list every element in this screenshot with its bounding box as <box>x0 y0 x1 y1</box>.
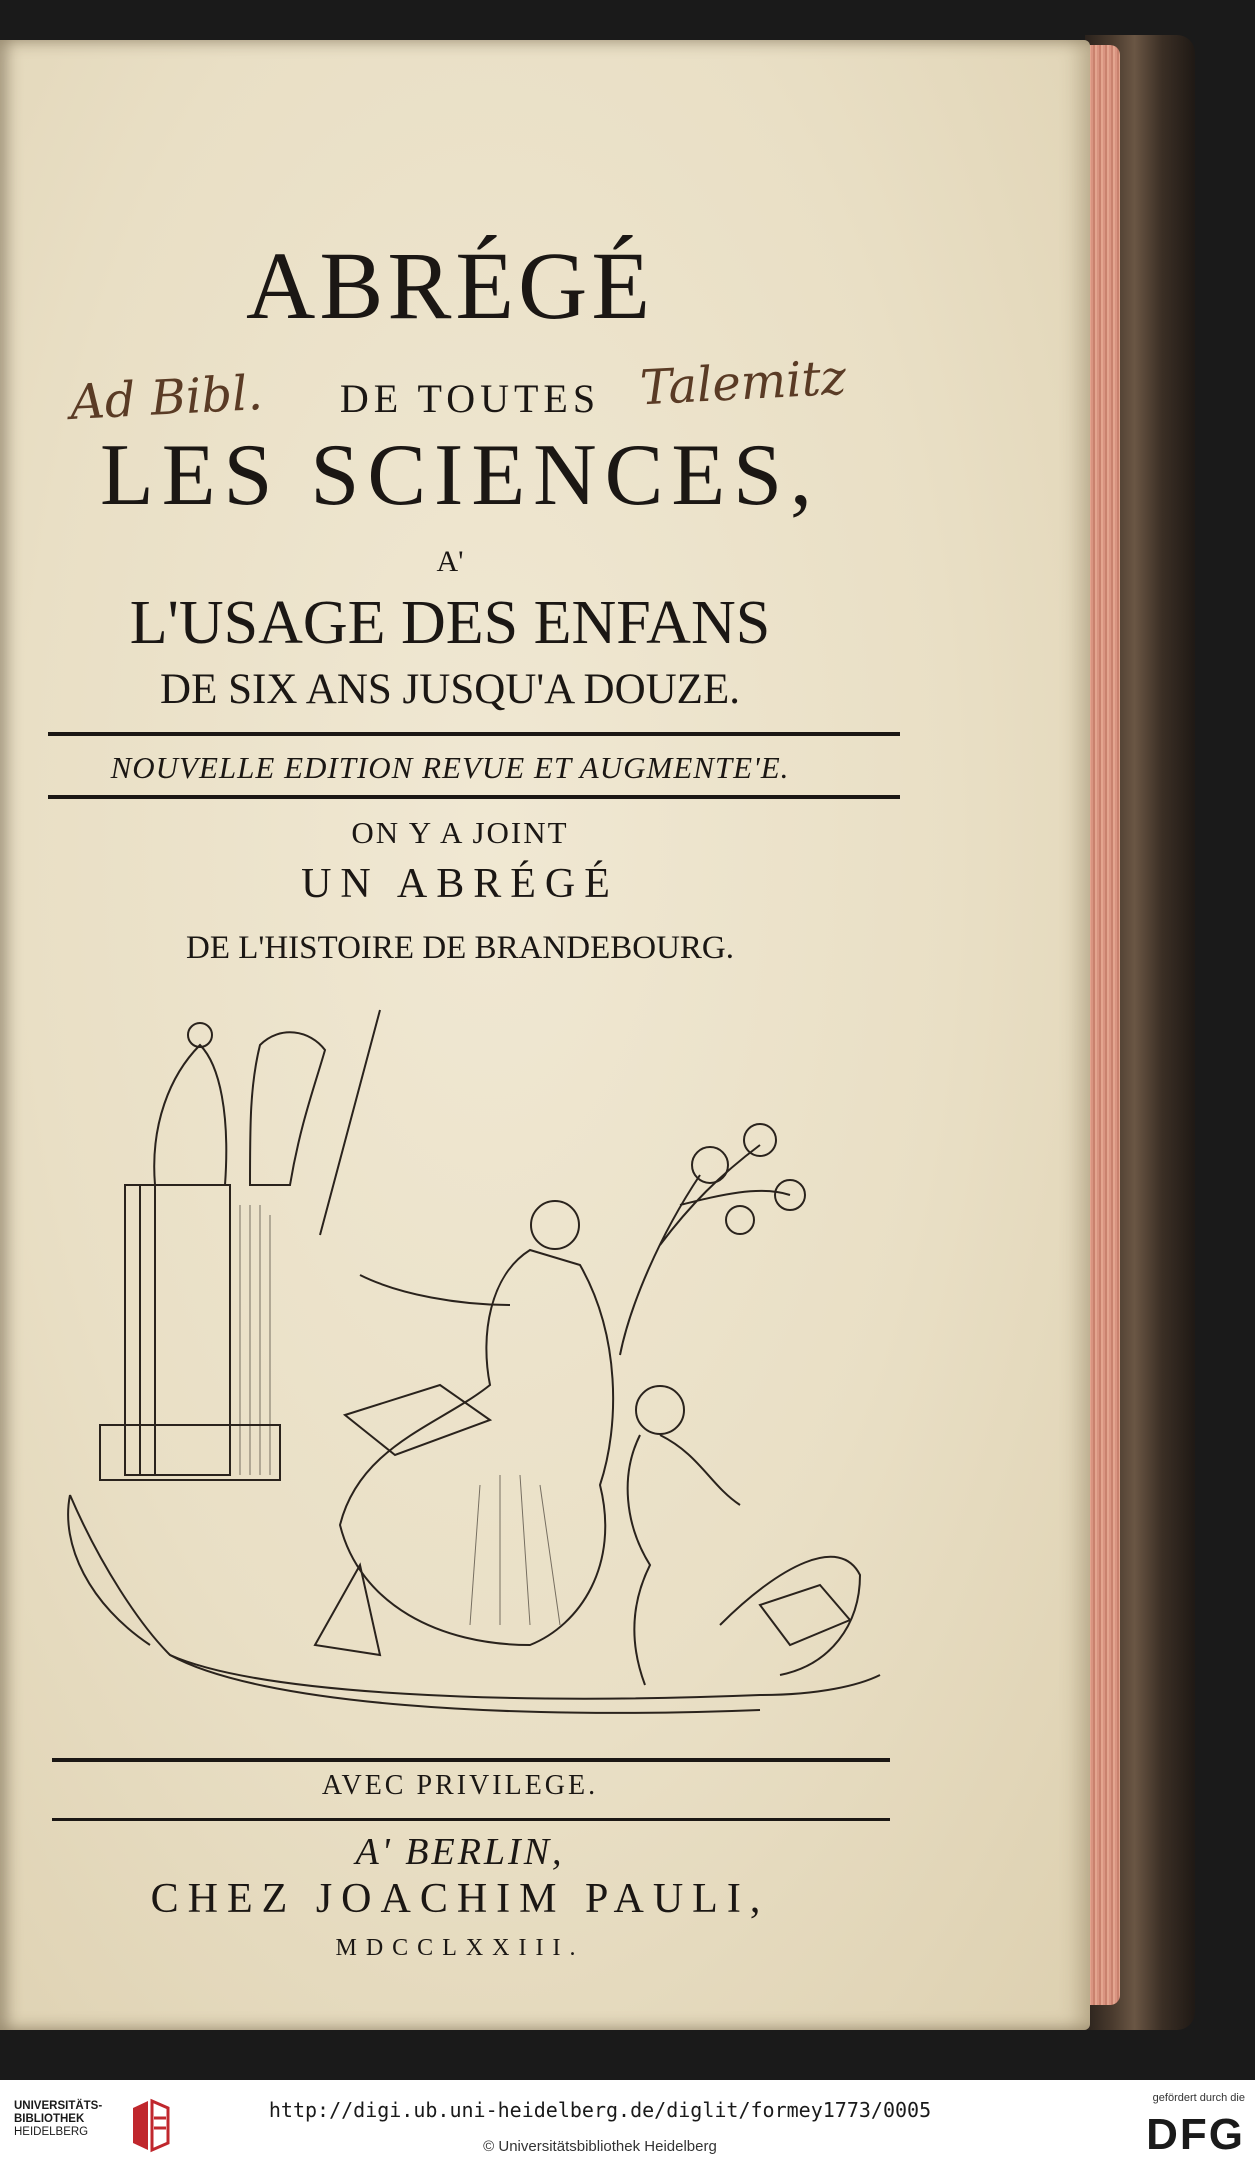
publisher-line: CHEZ JOACHIM PAULI, <box>150 1876 770 1922</box>
title-page <box>0 40 1090 2030</box>
funder-caption: gefördert durch die <box>1152 2092 1245 2104</box>
rule-top-1 <box>48 732 900 736</box>
institution-line-2: BIBLIOTHEK <box>14 2113 85 2125</box>
institution-line-3: HEIDELBERG <box>14 2126 89 2138</box>
handwritten-note-right: Talemitz <box>638 349 848 417</box>
title-age: DE SIX ANS JUSQU'A DOUZE. <box>160 666 740 713</box>
copyright-notice: © Universitätsbibliothek Heidelberg <box>483 2138 717 2155</box>
title-de-toutes: DE TOUTES <box>339 376 601 421</box>
library-emblem-icon <box>128 2098 173 2153</box>
rule-bottom-1 <box>52 1758 890 1762</box>
title-usage: L'USAGE DES ENFANS <box>129 589 771 657</box>
rule-bottom-2 <box>52 1818 890 1821</box>
viewer-footer <box>0 2080 1255 2173</box>
edition-line: NOUVELLE EDITION REVUE ET AUGMENTE'E. <box>110 750 790 785</box>
institution-line-1: UNIVERSITÄTS- <box>14 2100 103 2112</box>
dfg-logo[interactable]: DFG <box>1146 2110 1245 2159</box>
joint-line: ON Y A JOINT <box>351 815 569 850</box>
privilege-line: AVEC PRIVILEGE. <box>321 1770 599 1801</box>
title-abrege: ABRÉGÉ <box>246 232 654 339</box>
title-a: A' <box>436 545 464 578</box>
title-les-sciences: LES SCIENCES, <box>99 427 821 524</box>
handwritten-note-left: Ad Bibl. <box>68 364 264 432</box>
engraving-illustration <box>60 1005 890 1725</box>
year-line: MDCCLXXIII. <box>335 1935 585 1961</box>
rule-top-2 <box>48 795 900 799</box>
permalink-url[interactable]: http://digi.ub.uni-heidelberg.de/diglit/formey1773/0005 <box>268 2098 932 2122</box>
abrege-line: UN ABRÉGÉ <box>301 861 619 907</box>
place-line: A' BERLIN, <box>355 1831 565 1873</box>
histoire-line: DE L'HISTOIRE DE BRANDEBOURG. <box>186 930 734 966</box>
university-library-logo[interactable] <box>14 2100 102 2139</box>
